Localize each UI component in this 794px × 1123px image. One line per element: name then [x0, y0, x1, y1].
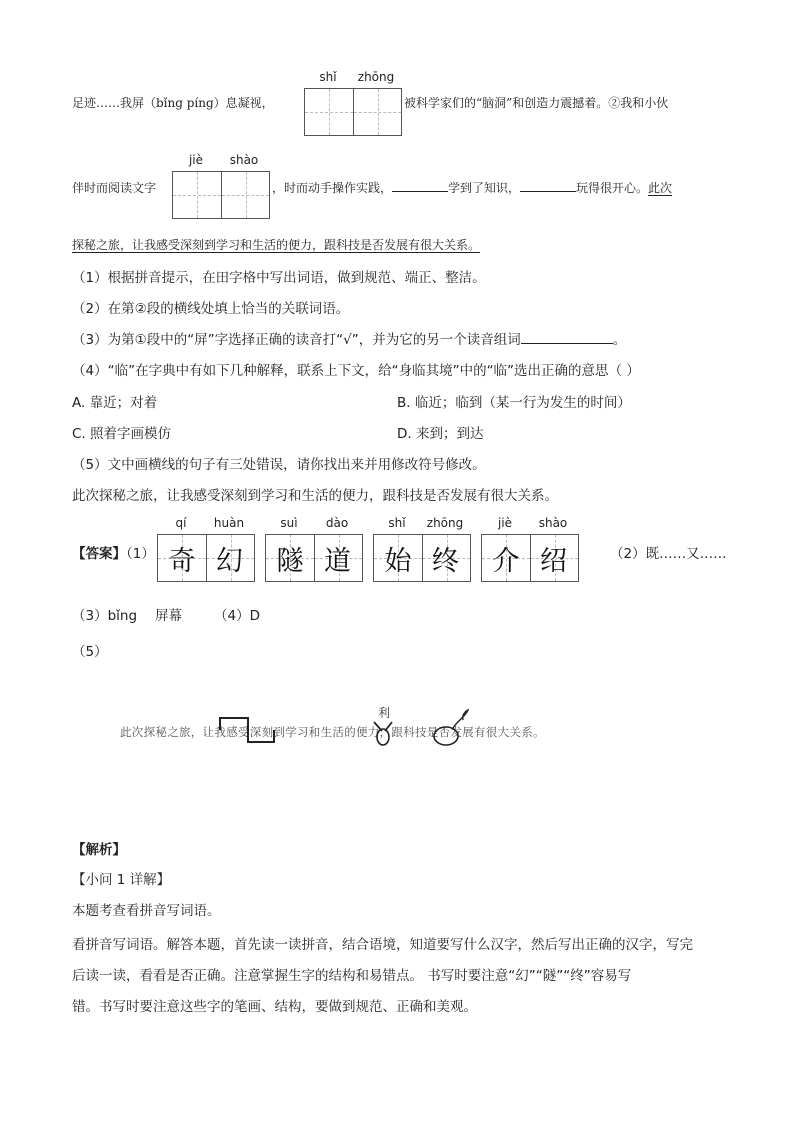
pinyin-label: shào	[229, 153, 259, 167]
answer-q2: （2）既……又……	[610, 546, 727, 562]
option-b: B. 临近；临到（某一行为发生的时间）	[397, 395, 631, 411]
question-5: （5）文中画横线的句子有三处错误，请你找出来并用修改符号修改。	[72, 457, 486, 473]
answer-char: 介	[492, 545, 520, 577]
question-2: （2）在第②段的横线处填上恰当的关联词语。	[72, 301, 350, 317]
pinyin-label: zhōng	[357, 70, 395, 84]
pinyin-label: suì	[280, 516, 298, 530]
question-1: （1）根据拼音提示，在田字格中写出词语，做到规范、端正、整洁。	[72, 270, 486, 286]
answer-char: 隧	[276, 545, 304, 577]
answer-char: 始	[384, 545, 412, 577]
blank-input-2[interactable]	[520, 179, 576, 192]
answer-q3-prefix: （3）	[72, 608, 108, 624]
answer-word-grid	[481, 534, 579, 582]
analysis-label: 【解析】	[72, 842, 126, 858]
answer-q5-prefix: （5）	[72, 644, 108, 660]
answer-word-grid	[373, 534, 471, 582]
option-a: A. 靠近；对着	[72, 395, 158, 411]
question-3: （3）为第①段中的“屏”字选择正确的读音打“√”，并为它的另一个读音组词	[72, 332, 521, 348]
blank-input-1[interactable]	[392, 179, 448, 192]
pinyin-label: qí	[175, 516, 187, 530]
pinyin-label: huàn	[213, 516, 245, 530]
underlined-sentence: 探秘之旅，让我感受深刻到学习和生活的便力，跟科技是否发展有很大关系。	[72, 238, 481, 252]
pinyin-label: jiè	[497, 516, 513, 530]
answer-char: 幻	[216, 545, 243, 577]
tian-grid-input[interactable]	[304, 88, 402, 136]
answer-word-grid	[157, 534, 255, 582]
question-5-sentence: 此次探秘之旅，让我感受深刻到学习和生活的便力，跟科技是否发展有很大关系。	[72, 488, 558, 504]
correction-sentence: 此次探秘之旅，让我感受深刻到学习和生活的便力，跟科技是否发展有很大关系。	[120, 725, 545, 739]
pinyin-label: zhōng	[426, 516, 464, 530]
analysis-paragraph: 错。书写时要注意这些字的笔画、结构，要做到规范、正确和美观。	[72, 999, 477, 1015]
answer-label: 【答案】	[72, 546, 126, 562]
answer-char: 道	[324, 545, 351, 577]
question-4: （4）“临”在字典中有如下几种解释，联系上下文，给“身临其境”中的“临”选出正确的意思（ ）	[72, 363, 640, 379]
passage-line1-end: 被科学家们的“脑洞”和创造力震撼着。②我和小伙	[404, 96, 669, 110]
passage-line2-mid3: 玩得很开心。	[576, 181, 649, 195]
pinyin-label: shào	[538, 516, 568, 530]
correction-image	[120, 700, 580, 760]
answer-q1-prefix: （1）	[126, 546, 155, 562]
analysis-paragraph: 本题考查看拼音写词语。	[72, 903, 221, 919]
passage-line2-mid: ，时而动手操作实践，	[272, 181, 393, 195]
answer-q4: （4）D	[214, 608, 261, 624]
question-3-end: 。	[612, 332, 627, 348]
blank-input-3[interactable]	[521, 331, 613, 344]
answer-word-grid	[265, 534, 363, 582]
pinyin-label: dào	[325, 516, 349, 530]
answer-q3-reading: bǐng	[107, 608, 138, 624]
pinyin-label: jiè	[188, 153, 204, 167]
answer-q3-word: 屏幕	[155, 608, 183, 624]
analysis-paragraph: 后读一读，看看是否正确。注意掌握生字的结构和易错点。 书写时要注意“幻”“隧”“终”容易写	[72, 968, 632, 984]
correction-char: 利	[378, 706, 391, 720]
analysis-paragraph: 看拼音写词语。解答本题，首先读一读拼音，结合语境，知道要写什么汉字，然后写出正确的汉字，写完	[72, 937, 693, 953]
underlined-sentence-start: 此次	[648, 181, 673, 195]
answer-char: 绍	[540, 545, 567, 577]
correction-marks-icon	[120, 700, 580, 760]
option-c: C. 照着字画模仿	[72, 426, 172, 442]
passage-line2-start: 伴时而阅读文字	[72, 181, 157, 195]
analysis-subheading: 【小问 1 详解】	[72, 872, 171, 888]
passage-line2-mid2: 学到了知识，	[448, 181, 521, 195]
pinyin-label: shǐ	[319, 70, 337, 84]
answer-char: 终	[432, 545, 459, 577]
answer-char: 奇	[168, 545, 196, 577]
option-d: D. 来到；到达	[397, 426, 484, 442]
passage-line1-start: 足迹……我屏（bǐng píng）息凝视，	[72, 96, 274, 110]
pinyin-label: shǐ	[388, 516, 406, 530]
tian-grid-input[interactable]	[172, 171, 270, 219]
